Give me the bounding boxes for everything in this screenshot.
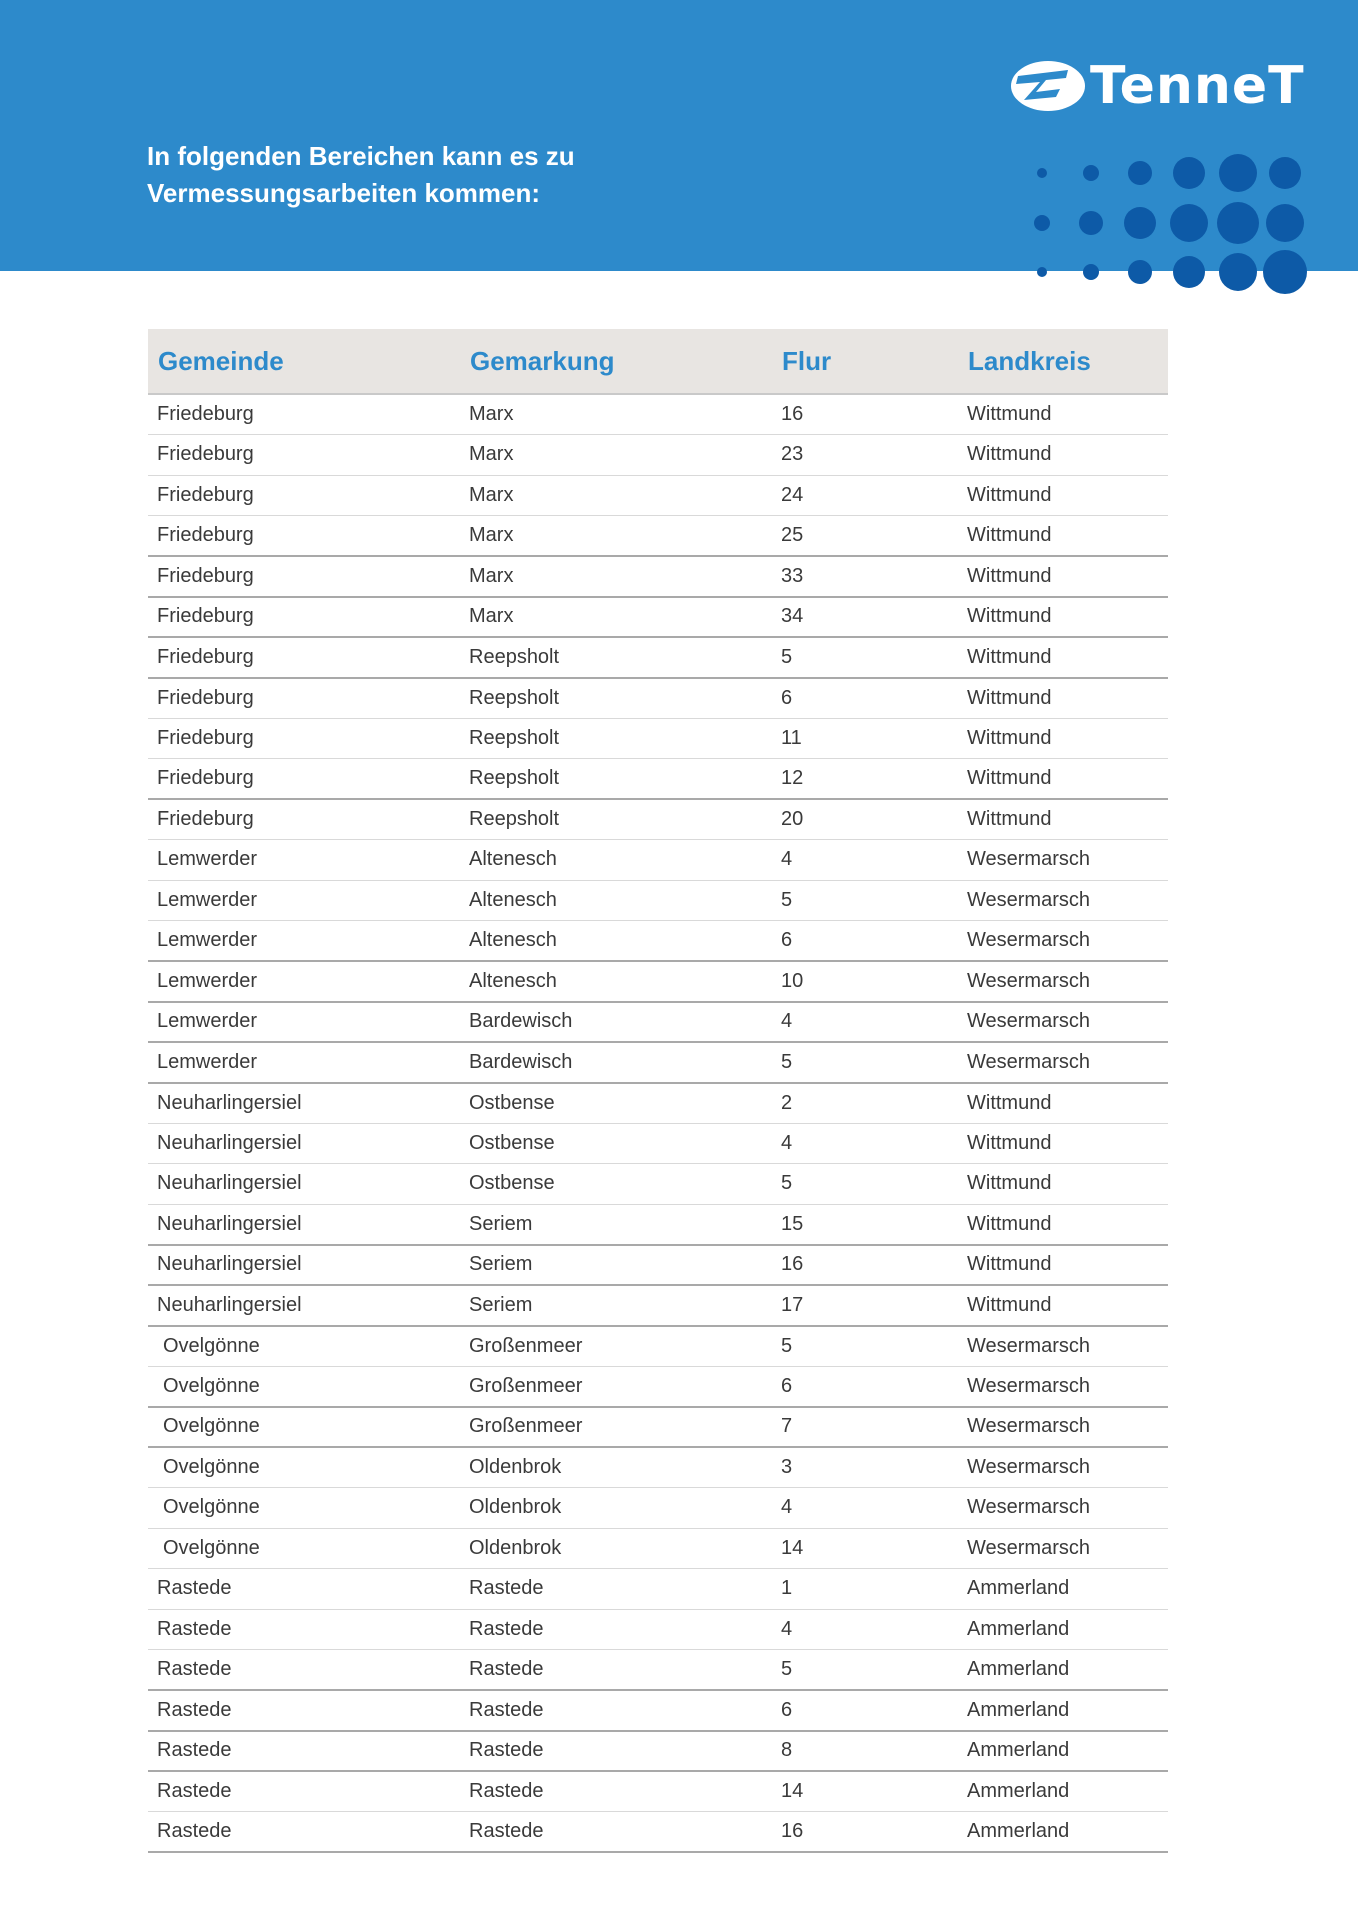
cell-gemeinde: Lemwerder <box>148 840 460 881</box>
cell-flur: 12 <box>772 759 958 800</box>
cell-landkreis: Wesermarsch <box>958 840 1168 881</box>
cell-flur: 5 <box>772 637 958 678</box>
tennet-logo <box>1010 56 1310 116</box>
page-title-line-1: In folgenden Bereichen kann es zu <box>147 141 575 171</box>
cell-gemarkung: Ostbense <box>460 1083 772 1124</box>
cell-landkreis: Wittmund <box>958 475 1168 516</box>
cell-landkreis: Ammerland <box>958 1569 1168 1610</box>
cell-landkreis: Ammerland <box>958 1731 1168 1772</box>
cell-flur: 7 <box>772 1407 958 1448</box>
cell-gemeinde: Friedeburg <box>148 597 460 638</box>
cell-flur: 11 <box>772 718 958 759</box>
cell-gemarkung: Seriem <box>460 1204 772 1245</box>
table-row <box>148 1285 1168 1326</box>
column-header-gemeinde: Gemeinde <box>148 329 460 394</box>
cell-landkreis: Ammerland <box>958 1609 1168 1650</box>
column-header-landkreis: Landkreis <box>958 329 1168 394</box>
cell-gemeinde: Friedeburg <box>148 678 460 719</box>
cell-flur: 1 <box>772 1569 958 1610</box>
cell-landkreis: Wesermarsch <box>958 1407 1168 1448</box>
cell-gemarkung: Rastede <box>460 1812 772 1853</box>
table-row <box>148 718 1168 759</box>
cell-flur: 6 <box>772 678 958 719</box>
cell-landkreis: Wittmund <box>958 1164 1168 1205</box>
table-row <box>148 921 1168 962</box>
cell-flur: 16 <box>772 394 958 435</box>
cell-gemarkung: Altenesch <box>460 840 772 881</box>
cell-flur: 8 <box>772 1731 958 1772</box>
cell-gemarkung: Altenesch <box>460 961 772 1002</box>
decorative-dots-icon <box>1020 146 1320 296</box>
cell-landkreis: Wittmund <box>958 1123 1168 1164</box>
cell-gemarkung: Rastede <box>460 1609 772 1650</box>
cell-flur: 24 <box>772 475 958 516</box>
table-row <box>148 759 1168 800</box>
cell-gemeinde: Friedeburg <box>148 799 460 840</box>
cell-flur: 4 <box>772 1002 958 1043</box>
table-row <box>148 961 1168 1002</box>
table-row <box>148 516 1168 557</box>
cell-flur: 34 <box>772 597 958 638</box>
table-row <box>148 678 1168 719</box>
cell-gemarkung: Seriem <box>460 1285 772 1326</box>
cell-gemarkung: Reepsholt <box>460 759 772 800</box>
cell-landkreis: Wesermarsch <box>958 1447 1168 1488</box>
cell-flur: 5 <box>772 1650 958 1691</box>
cell-flur: 2 <box>772 1083 958 1124</box>
cell-landkreis: Wesermarsch <box>958 1488 1168 1529</box>
cell-gemeinde: Neuharlingersiel <box>148 1204 460 1245</box>
cell-flur: 25 <box>772 516 958 557</box>
table-row <box>148 1123 1168 1164</box>
table-row <box>148 1609 1168 1650</box>
table-row <box>148 1164 1168 1205</box>
survey-areas-table <box>148 329 1168 1853</box>
cell-gemarkung: Reepsholt <box>460 799 772 840</box>
cell-gemarkung: Marx <box>460 516 772 557</box>
cell-flur: 3 <box>772 1447 958 1488</box>
cell-flur: 20 <box>772 799 958 840</box>
table-row <box>148 1731 1168 1772</box>
cell-gemarkung: Großenmeer <box>460 1326 772 1367</box>
table-row <box>148 1204 1168 1245</box>
cell-gemarkung: Marx <box>460 597 772 638</box>
cell-flur: 4 <box>772 1488 958 1529</box>
table-row <box>148 1042 1168 1083</box>
cell-gemeinde: Rastede <box>148 1609 460 1650</box>
cell-gemarkung: Altenesch <box>460 921 772 962</box>
table-row <box>148 1812 1168 1853</box>
cell-gemeinde: Friedeburg <box>148 435 460 476</box>
cell-gemeinde: Lemwerder <box>148 1042 460 1083</box>
cell-gemeinde: Lemwerder <box>148 921 460 962</box>
cell-gemeinde: Friedeburg <box>148 759 460 800</box>
table-row <box>148 799 1168 840</box>
table-row <box>148 1569 1168 1610</box>
cell-gemarkung: Rastede <box>460 1650 772 1691</box>
cell-flur: 33 <box>772 556 958 597</box>
cell-gemarkung: Rastede <box>460 1731 772 1772</box>
table-row <box>148 1488 1168 1529</box>
table-row <box>148 880 1168 921</box>
cell-gemeinde: Neuharlingersiel <box>148 1164 460 1205</box>
table-row <box>148 1326 1168 1367</box>
cell-gemeinde: Lemwerder <box>148 961 460 1002</box>
cell-gemarkung: Reepsholt <box>460 637 772 678</box>
cell-landkreis: Ammerland <box>958 1812 1168 1853</box>
cell-flur: 16 <box>772 1812 958 1853</box>
cell-gemeinde: Rastede <box>148 1812 460 1853</box>
tennet-logo-mark-icon <box>1010 56 1088 116</box>
cell-flur: 5 <box>772 880 958 921</box>
cell-gemeinde: Ovelgönne <box>148 1366 460 1407</box>
cell-flur: 5 <box>772 1326 958 1367</box>
table-row <box>148 394 1168 435</box>
table-row <box>148 435 1168 476</box>
cell-gemeinde: Friedeburg <box>148 718 460 759</box>
table-row <box>148 597 1168 638</box>
cell-landkreis: Wesermarsch <box>958 880 1168 921</box>
cell-flur: 10 <box>772 961 958 1002</box>
cell-landkreis: Wittmund <box>958 799 1168 840</box>
cell-gemarkung: Reepsholt <box>460 718 772 759</box>
cell-landkreis: Wesermarsch <box>958 1528 1168 1569</box>
cell-flur: 6 <box>772 921 958 962</box>
cell-gemeinde: Friedeburg <box>148 516 460 557</box>
cell-flur: 6 <box>772 1366 958 1407</box>
table-row <box>148 1690 1168 1731</box>
cell-landkreis: Wesermarsch <box>958 961 1168 1002</box>
cell-gemeinde: Rastede <box>148 1771 460 1812</box>
table-row <box>148 1245 1168 1286</box>
cell-landkreis: Wittmund <box>958 759 1168 800</box>
cell-gemeinde: Friedeburg <box>148 637 460 678</box>
cell-gemeinde: Rastede <box>148 1650 460 1691</box>
cell-gemarkung: Großenmeer <box>460 1407 772 1448</box>
table-header-row <box>148 329 1168 394</box>
cell-landkreis: Wesermarsch <box>958 1002 1168 1043</box>
cell-landkreis: Wittmund <box>958 1245 1168 1286</box>
cell-gemeinde: Neuharlingersiel <box>148 1245 460 1286</box>
cell-flur: 23 <box>772 435 958 476</box>
cell-flur: 5 <box>772 1042 958 1083</box>
cell-landkreis: Wittmund <box>958 435 1168 476</box>
table-body <box>148 394 1168 1852</box>
page-title-line-2: Vermessungsarbeiten kommen: <box>147 178 541 208</box>
cell-landkreis: Wittmund <box>958 1285 1168 1326</box>
cell-landkreis: Wittmund <box>958 394 1168 435</box>
cell-landkreis: Ammerland <box>958 1690 1168 1731</box>
cell-landkreis: Wittmund <box>958 597 1168 638</box>
cell-gemarkung: Oldenbrok <box>460 1528 772 1569</box>
cell-gemeinde: Ovelgönne <box>148 1488 460 1529</box>
cell-gemarkung: Oldenbrok <box>460 1488 772 1529</box>
cell-gemeinde: Rastede <box>148 1731 460 1772</box>
table-row <box>148 840 1168 881</box>
column-header-flur: Flur <box>772 329 958 394</box>
cell-gemarkung: Bardewisch <box>460 1002 772 1043</box>
cell-flur: 15 <box>772 1204 958 1245</box>
cell-gemeinde: Ovelgönne <box>148 1528 460 1569</box>
table-row <box>148 1366 1168 1407</box>
cell-landkreis: Wesermarsch <box>958 1042 1168 1083</box>
header-banner <box>0 0 1358 271</box>
tennet-logo-text: TenneT <box>1090 56 1305 116</box>
cell-gemarkung: Rastede <box>460 1569 772 1610</box>
cell-gemarkung: Bardewisch <box>460 1042 772 1083</box>
table-row <box>148 1407 1168 1448</box>
cell-gemarkung: Oldenbrok <box>460 1447 772 1488</box>
cell-landkreis: Wittmund <box>958 678 1168 719</box>
cell-gemarkung: Rastede <box>460 1690 772 1731</box>
cell-gemarkung: Altenesch <box>460 880 772 921</box>
cell-flur: 14 <box>772 1528 958 1569</box>
table-row <box>148 1771 1168 1812</box>
table-row <box>148 1002 1168 1043</box>
cell-flur: 4 <box>772 840 958 881</box>
table-row <box>148 1083 1168 1124</box>
cell-flur: 4 <box>772 1609 958 1650</box>
cell-landkreis: Wittmund <box>958 718 1168 759</box>
cell-gemarkung: Rastede <box>460 1771 772 1812</box>
cell-gemarkung: Ostbense <box>460 1123 772 1164</box>
cell-gemarkung: Marx <box>460 394 772 435</box>
cell-flur: 4 <box>772 1123 958 1164</box>
cell-gemeinde: Lemwerder <box>148 880 460 921</box>
cell-gemeinde: Neuharlingersiel <box>148 1083 460 1124</box>
cell-gemeinde: Friedeburg <box>148 394 460 435</box>
cell-gemarkung: Großenmeer <box>460 1366 772 1407</box>
cell-flur: 6 <box>772 1690 958 1731</box>
table-row <box>148 1447 1168 1488</box>
cell-landkreis: Wesermarsch <box>958 1366 1168 1407</box>
cell-landkreis: Wittmund <box>958 1204 1168 1245</box>
table-row <box>148 637 1168 678</box>
cell-gemarkung: Seriem <box>460 1245 772 1286</box>
cell-landkreis: Wesermarsch <box>958 921 1168 962</box>
cell-flur: 14 <box>772 1771 958 1812</box>
cell-gemarkung: Marx <box>460 435 772 476</box>
cell-landkreis: Ammerland <box>958 1650 1168 1691</box>
cell-gemeinde: Neuharlingersiel <box>148 1123 460 1164</box>
cell-gemarkung: Ostbense <box>460 1164 772 1205</box>
cell-flur: 5 <box>772 1164 958 1205</box>
table-row <box>148 475 1168 516</box>
cell-gemeinde: Ovelgönne <box>148 1447 460 1488</box>
cell-landkreis: Ammerland <box>958 1771 1168 1812</box>
cell-landkreis: Wittmund <box>958 1083 1168 1124</box>
cell-landkreis: Wittmund <box>958 516 1168 557</box>
cell-gemeinde: Ovelgönne <box>148 1407 460 1448</box>
cell-gemeinde: Lemwerder <box>148 1002 460 1043</box>
cell-gemarkung: Marx <box>460 475 772 516</box>
table-row <box>148 1528 1168 1569</box>
cell-gemeinde: Neuharlingersiel <box>148 1285 460 1326</box>
table-row <box>148 1650 1168 1691</box>
column-header-gemarkung: Gemarkung <box>460 329 772 394</box>
cell-gemarkung: Reepsholt <box>460 678 772 719</box>
cell-landkreis: Wesermarsch <box>958 1326 1168 1367</box>
cell-gemarkung: Marx <box>460 556 772 597</box>
cell-gemeinde: Friedeburg <box>148 475 460 516</box>
cell-gemeinde: Rastede <box>148 1569 460 1610</box>
cell-gemeinde: Ovelgönne <box>148 1326 460 1367</box>
table-row <box>148 556 1168 597</box>
cell-flur: 17 <box>772 1285 958 1326</box>
cell-landkreis: Wittmund <box>958 637 1168 678</box>
cell-landkreis: Wittmund <box>958 556 1168 597</box>
cell-gemeinde: Rastede <box>148 1690 460 1731</box>
cell-gemeinde: Friedeburg <box>148 556 460 597</box>
page-title <box>147 138 747 212</box>
cell-flur: 16 <box>772 1245 958 1286</box>
